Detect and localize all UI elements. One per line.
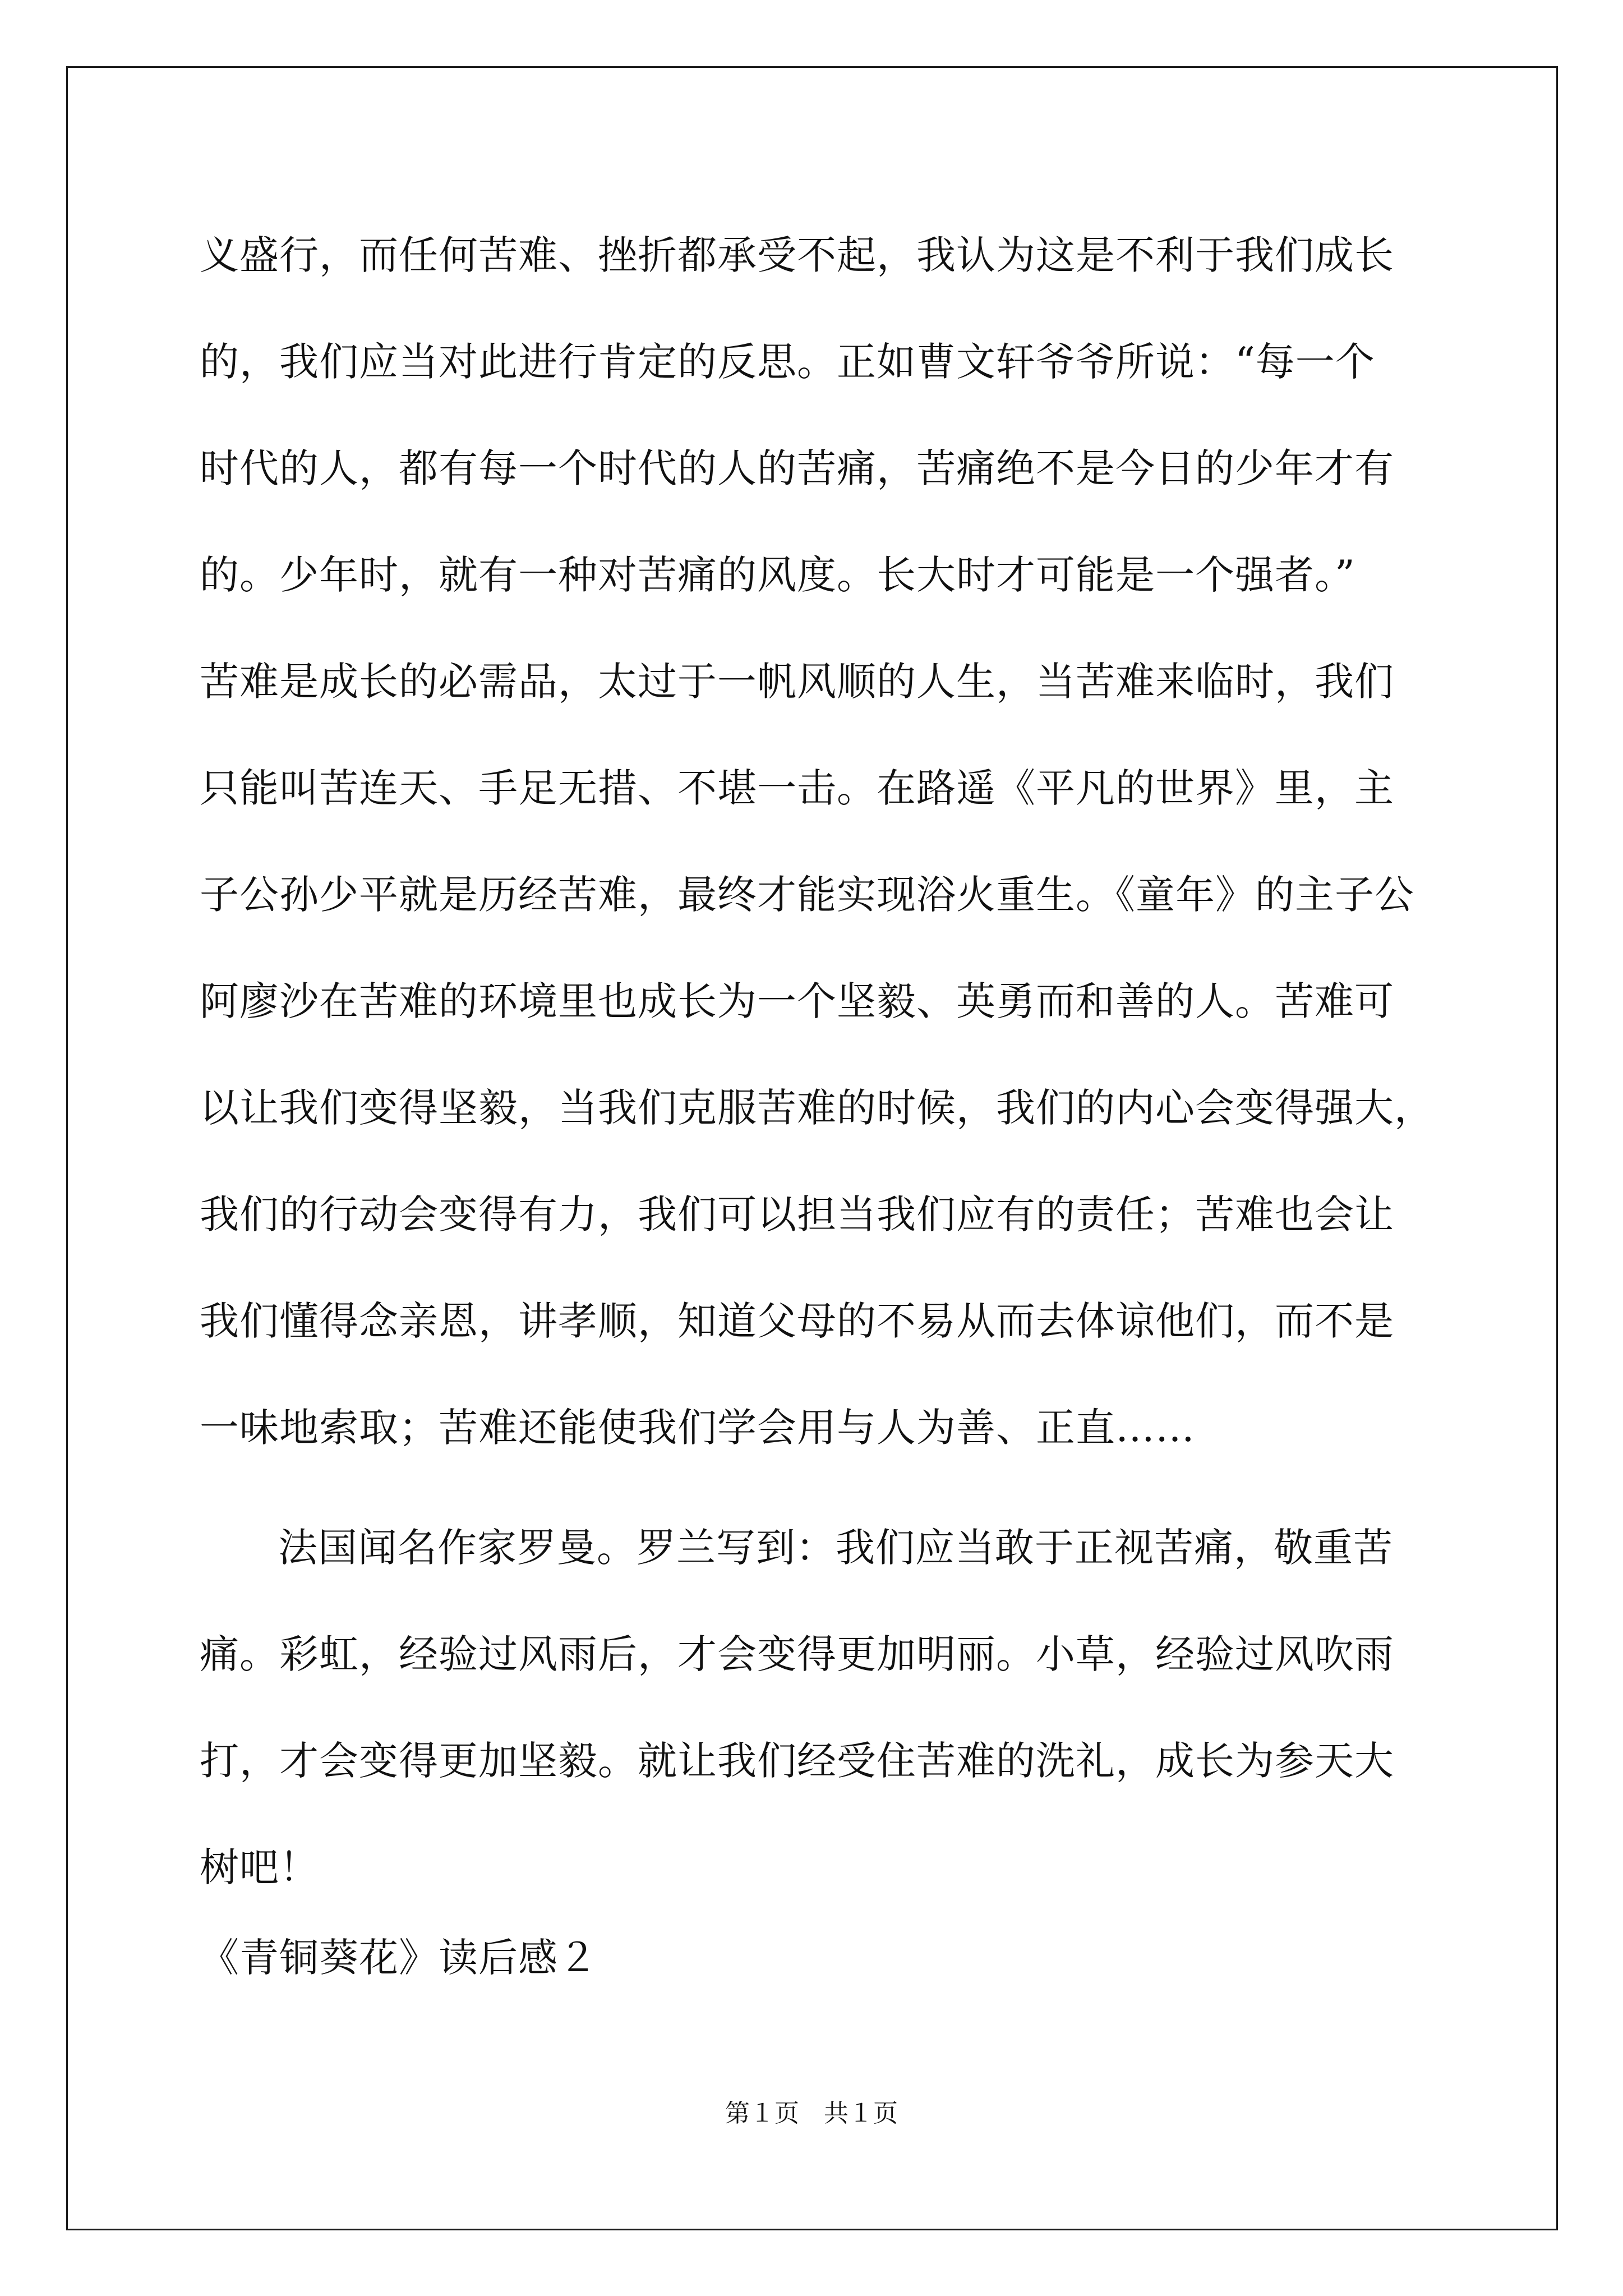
text-line: 义盛行，而任何苦难、挫折都承受不起，我认为这是不利于我们成长 bbox=[200, 232, 1394, 278]
paragraph-1 bbox=[200, 202, 1439, 1481]
text-line: 打，才会变得更加坚毅。就让我们经受住苦难的洗礼，成长为参天大 bbox=[200, 1738, 1394, 1784]
section-heading: 《青铜葵花》读后感２ bbox=[200, 1935, 598, 1981]
text-line: 我们懂得念亲恩，讲孝顺，知道父母的不易从而去体谅他们，而不是 bbox=[200, 1298, 1394, 1344]
page-number-footer: 第１页 共１页 bbox=[725, 2099, 898, 2128]
paragraph-2 bbox=[200, 1494, 1439, 1921]
text-line: 痛。彩虹，经验过风雨后，才会变得更加明丽。小草，经验过风吹雨 bbox=[200, 1631, 1394, 1677]
text-line: 的，我们应当对此进行肯定的反思。正如曹文轩爷爷所说：“每一个 bbox=[200, 339, 1375, 385]
text-line: 树吧！ bbox=[200, 1844, 319, 1890]
text-line: 法国闻名作家罗曼。罗兰写到：我们应当敢于正视苦痛，敬重苦 bbox=[278, 1525, 1393, 1571]
paragraph-spacing bbox=[200, 1481, 1439, 1494]
text-line: 时代的人，都有每一个时代的人的苦痛，苦痛绝不是今日的少年才有 bbox=[200, 445, 1394, 491]
text-line: 我们的行动会变得有力，我们可以担当我们应有的责任；苦难也会让 bbox=[200, 1191, 1394, 1237]
text-line: 苦难是成长的必需品，太过于一帆风顺的人生，当苦难来临时，我们 bbox=[200, 659, 1394, 705]
text-line: 以让我们变得坚毅，当我们克服苦难的时候，我们的内心会变得强大， bbox=[200, 1085, 1434, 1131]
text-line: 只能叫苦连天、手足无措、不堪一击。在路遥《平凡的世界》里，主 bbox=[200, 765, 1394, 811]
text-line: 的。少年时，就有一种对苦痛的风度。长大时才可能是一个强者。” bbox=[200, 552, 1355, 598]
text-line: 子公孙少平就是历经苦难，最终才能实现浴火重生。《童年》的主子公 bbox=[200, 872, 1414, 918]
text-line: 一味地索取；苦难还能使我们学会用与人为善、正直…… bbox=[200, 1405, 1195, 1451]
text-line: 阿廖沙在苦难的环境里也成长为一个坚毅、英勇而和善的人。苦难可 bbox=[200, 978, 1394, 1024]
document-body bbox=[200, 202, 1439, 1921]
